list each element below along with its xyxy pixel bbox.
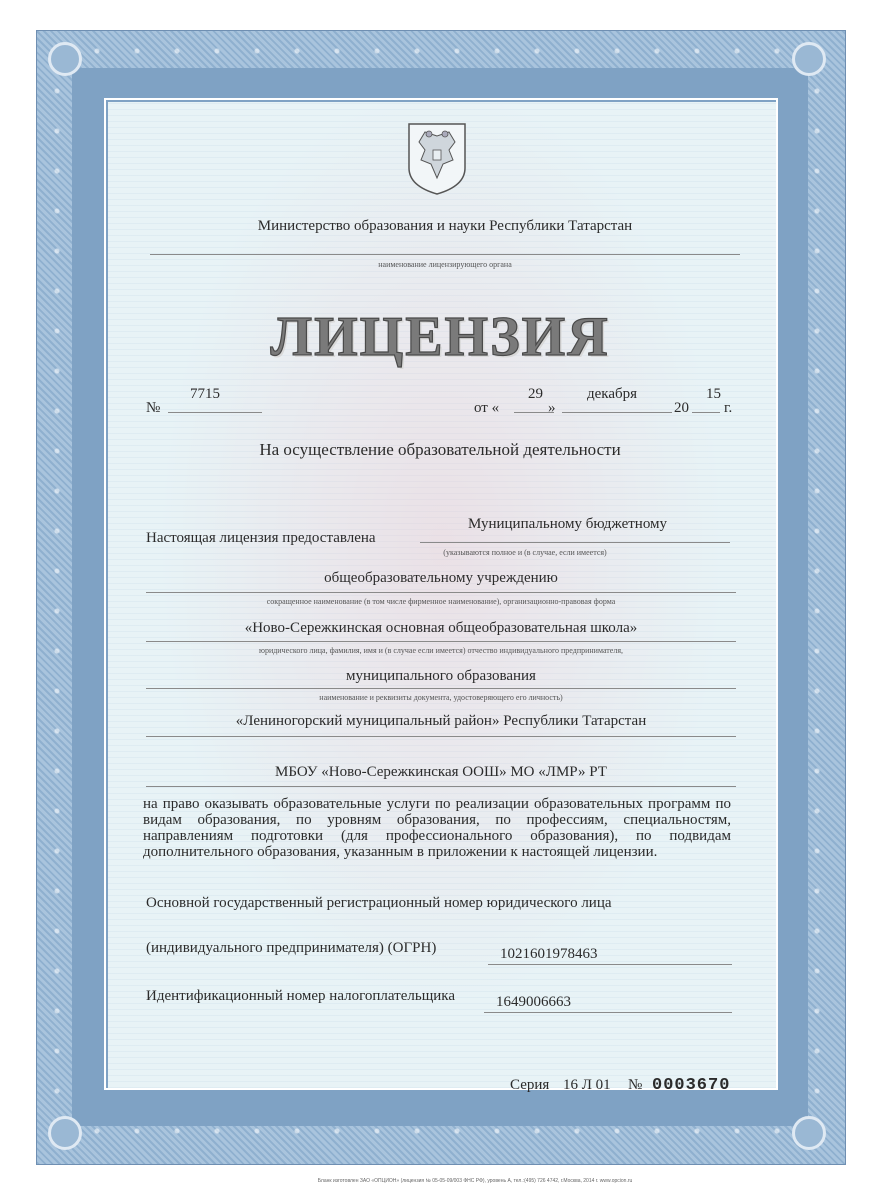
date-quote: »: [548, 400, 556, 416]
date-month: декабря: [587, 386, 638, 402]
corner-ornament-icon: [792, 1116, 826, 1150]
holder-intro: Настоящая лицензия предоставлена: [146, 530, 376, 546]
corner-ornament-icon: [48, 42, 82, 76]
holder-line-1: Муниципальному бюджетному: [468, 516, 668, 532]
holder-underline-2: [146, 592, 736, 593]
number-underline: [168, 412, 262, 413]
date-prefix: от «: [474, 400, 500, 416]
holder-underline-1: [420, 542, 730, 543]
serial-label: Серия: [510, 1077, 550, 1093]
license-title: ЛИЦЕНЗИЯ: [270, 306, 610, 368]
holder-line-3: «Ново-Сережкинская основная общеобразовательная школа»: [244, 620, 638, 636]
inn-value: 1649006663: [496, 994, 571, 1010]
holder-underline-6: [146, 786, 736, 787]
issuer-caption: наименование лицензирующего органа: [378, 260, 512, 269]
ogrn-label-1: Основной государственный регистрационный номер юридического лица: [146, 895, 612, 911]
holder-line-4: муниципального образования: [346, 668, 536, 684]
date-year: 15: [706, 386, 721, 402]
holder-line-5: «Лениногорский муниципальный район» Республики Татарстан: [235, 713, 647, 729]
holder-underline-3: [146, 641, 736, 642]
holder-underline-5: [146, 736, 736, 737]
holder-short-name: МБОУ «Ново-Сережкинская ООШ» МО «ЛМР» РТ: [275, 764, 607, 780]
holder-caption-2: сокращенное наименование (в том числе фирменное наименование), организационно-правовая форма: [266, 597, 616, 606]
corner-ornament-icon: [792, 42, 826, 76]
issuer-underline: [150, 254, 740, 255]
printer-footer: Бланк изготовлен ЗАО «ОПЦИОН» (лицензия № 05-05-09/003 ФНС РФ), уровень А, тел.:(495) 726 4742, г.Москва, 2014 г. www.opcion.ru: [317, 1178, 633, 1184]
coat-of-arms-icon: [405, 120, 469, 196]
ogrn-label-2: (индивидуального предпринимателя) (ОГРН): [146, 940, 437, 956]
month-underline: [562, 412, 672, 413]
inn-underline: [484, 1012, 732, 1013]
ogrn-value: 1021601978463: [500, 946, 598, 962]
issuer-name: Министерство образования и науки Республики Татарстан: [257, 218, 633, 234]
rights-paragraph: на право оказывать образовательные услуги по реализации образовательных программ по видам образования, по уровням образования, по профессиям, специальностям, направлениям подготовки (для профессионального образования), по подвидам дополнительного образования, указанным в приложении к настоящей лицензии.: [143, 796, 731, 860]
holder-line-2: общеобразовательному учреждению: [324, 570, 558, 586]
inn-label: Идентификационный номер налогоплательщика: [146, 988, 456, 1004]
holder-underline-4: [146, 688, 736, 689]
ogrn-underline: [488, 964, 732, 965]
serial-series: 16 Л 01: [563, 1077, 611, 1093]
activity-title: На осуществление образовательной деятельности: [259, 440, 621, 459]
number-sign: №: [146, 400, 161, 416]
holder-caption-4: наименование и реквизиты документа, удостоверяющего его личность): [319, 693, 563, 702]
holder-caption-1: (указываются полное и (в случае, если имеется): [443, 548, 607, 557]
date-year-prefix: 20: [674, 400, 689, 416]
year-underline: [692, 412, 720, 413]
holder-caption-3: юридического лица, фамилия, имя и (в случае если имеется) отчество индивидуального предпринимателя,: [258, 646, 624, 655]
date-year-end: г.: [724, 400, 733, 416]
serial-number-sign: №: [628, 1077, 643, 1093]
date-day: 29: [528, 386, 543, 402]
license-number: 7715: [190, 386, 220, 402]
serial-number: 0003670: [652, 1076, 731, 1095]
corner-ornament-icon: [48, 1116, 82, 1150]
